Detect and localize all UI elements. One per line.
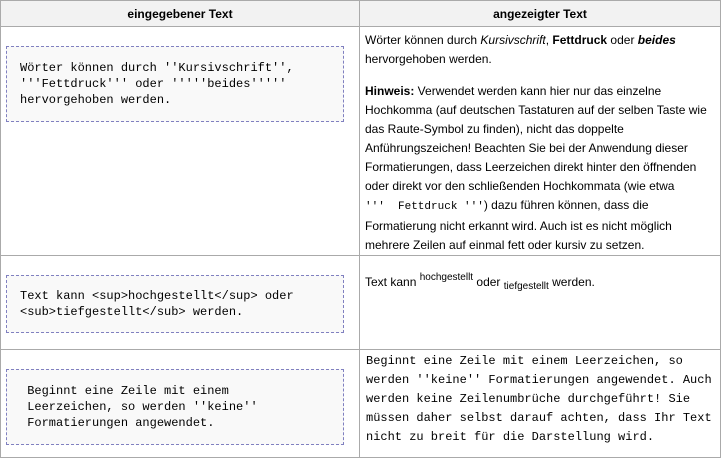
- code-line: hervorgehoben werden.: [20, 93, 172, 107]
- column-header-input: eingegebener Text: [1, 1, 360, 27]
- table-row: [1, 256, 721, 350]
- code-line: <sub>tiefgestellt</sub> werden.: [20, 305, 244, 319]
- rendered-line: müssen daher selbst darauf achten, dass Ihr Text: [366, 411, 712, 425]
- output-cell: [360, 27, 721, 256]
- bold-italic-text: beides: [637, 33, 676, 47]
- rendered-line: werden keine Zeilenumbrüche durchgeführt! Sie: [366, 392, 691, 406]
- code-line: Leerzeichen, so werden ''keine'': [20, 400, 258, 414]
- input-cell: [1, 350, 360, 458]
- code-block: [6, 46, 344, 122]
- output-cell: [360, 350, 721, 458]
- column-header-output: angezeigter Text: [360, 1, 721, 27]
- italic-text: Kursivschrift: [480, 33, 546, 47]
- code-line: Wörter können durch ''Kursivschrift'',: [20, 61, 294, 75]
- rendered-example: Text kann $^{hochgestellt}$ oder $_{tiefgestellt}$ werden.: [365, 272, 595, 292]
- code-block: [6, 275, 344, 333]
- input-cell: [1, 27, 360, 256]
- input-cell: [1, 256, 360, 350]
- rendered-example: Wörter können durch Kursivschrift, Fettdruck oder beides hervorgehoben werden.: [365, 33, 676, 66]
- superscript-text: hochgestellt: [419, 272, 474, 283]
- rendered-preformatted: [360, 350, 720, 447]
- subscript-text: tiefgestellt: [503, 281, 549, 292]
- hint-paragraph: Hinweis: Verwendet werden kann hier nur das einzelne Hochkomma (auf deutschen Tastaturen auf der selben Taste wie das Raute-Symbol zu finden), nicht das doppelte Anführungszeichen! Beachten Sie bei der Anwendung dieser Formatierungen, dass Leerzeichen direkt hinter den öffnenden oder direkt vor den schließenden Hochkommata (wie etwa ''' Fettdruck ''') dazu führen können, dass die Formatierung nicht erkannt wird. Auch ist es nicht möglich mehrere Zeilen auf einmal fett oder kursiv zu setzen.: [365, 84, 707, 252]
- rendered-line: nicht zu breit für die Darstellung wird.: [366, 430, 655, 444]
- inline-code: ''' Fettdruck ''': [365, 201, 484, 213]
- table-row: [1, 350, 721, 458]
- code-line: Formatierungen angewendet.: [20, 416, 215, 430]
- code-block: [6, 369, 344, 445]
- table-row: [1, 27, 721, 256]
- code-line: '''Fettdruck''' oder '''''beides''''': [20, 77, 287, 91]
- rendered-line: werden ''keine'' Formatierungen angewendet. Auch: [366, 373, 712, 387]
- code-line: Beginnt eine Zeile mit einem: [20, 384, 229, 398]
- bold-text: Fettdruck: [552, 33, 608, 47]
- code-line: Text kann <sup>hochgestellt</sup> oder: [20, 289, 294, 303]
- hint-label: Hinweis:: [365, 84, 415, 98]
- output-cell: [360, 256, 721, 350]
- table-header-row: [1, 1, 721, 27]
- rendered-line: Beginnt eine Zeile mit einem Leerzeichen, so: [366, 354, 683, 368]
